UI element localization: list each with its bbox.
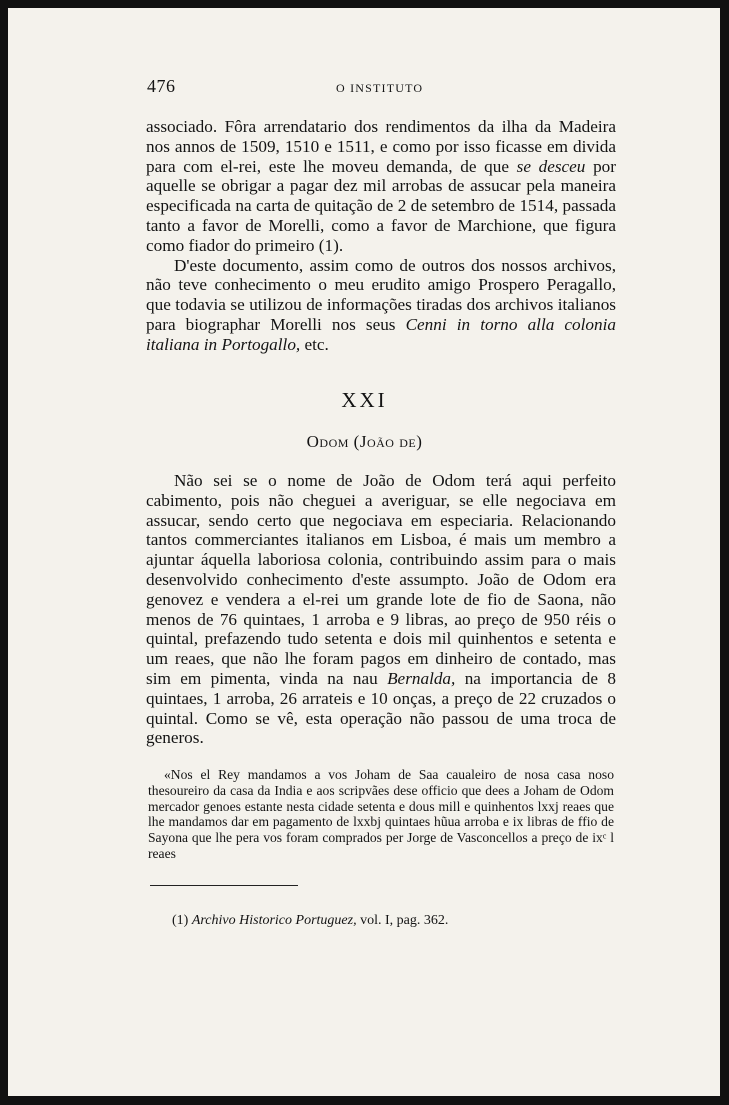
section-body (146, 471, 616, 748)
section-title: Odom (João de) (306, 432, 423, 451)
scan-border-top (0, 0, 729, 8)
paragraph-peragallo: D'este documento, assim como de outros dos nossos archivos, não teve conhecimento o meu erudito amigo Prospero Peragallo, que todavia se utilizou de informações tiradas dos archivos italianos para biographar Morelli nos seus Cenni in torno alla colonia italiana in Portogallo, etc. (146, 255, 616, 354)
lead-text (146, 117, 616, 355)
paragraph-odom: Não sei se o nome de João de Odom terá aqui perfeito cabimento, pois não cheguei a averiguar, se elle negociava em assucar, sendo certo que negociava em especiaria. Relacionando tantos commerciantes italianos em Lisboa, é mais um membro a ajuntar áquella laboriosa colonia, contribuindo assim para o mais desenvolvido conhecimento d'este assumpto. João de Odom era genovez e vendera a el-rei um grande lote de fio de Saona, não menos de 76 quintaes, 1 arroba e 9 libras, ao preço de 950 réis o quintal, prefazendo tudo setenta e dois mil quinhentos e setenta e um reaes, que não lhe foram pagos em dinheiro de contado, mas sim em pimenta, vinda na nau Bernalda, na importancia de 8 quintaes, 1 arroba, 26 arrateis e 10 onças, a preço de 22 cruzados o quintal. Como se vê, esta operação não passou de uma troca de generos. (146, 471, 617, 748)
scan-border-bottom (0, 1096, 729, 1105)
document-quotation (148, 767, 614, 862)
chapter-number: XXI (341, 388, 388, 412)
footnote-divider (150, 885, 298, 886)
paragraph-continuation: associado. Fôra arrendatario dos rendimentos da ilha da Madeira nos annos de 1509, 1510 e 1511, e como por isso ficasse em divida para com el-rei, este lhe moveu demanda, de que se desceu por aquelle se obrigar a pagar dez mil arrobas de assucar pela maneira especificada na carta de quitação de 2 de setembro de 1514, passada tanto a favor de Morelli, como a favor de Marchione, que figura como fiador do primeiro (1). (146, 117, 616, 255)
running-title: O INSTITUTO (336, 81, 424, 95)
scan-border-right (720, 0, 729, 1105)
footnote: (1) Archivo Historico Portuguez, vol. I, pag. 362. (172, 913, 449, 928)
scan-border-left (0, 0, 8, 1105)
quotation-text: «Nos el Rey mandamos a vos Joham de Saa caualeiro de nosa casa noso thesoureiro da casa da India e aos scripvães dese officio que dees a Joham de Odom mercador genoes estante nesta cidade setenta e dous mill e quinhentos lxxj reaes que lhe mandamos dar em pagamento de lxxbj quintaes hũua arroba e ix libras de ffio de Sayona que lhe pera vos foram comprados per Jorge de Vasconcellos a preço de ixᶜ l reaes (148, 767, 614, 861)
page-number: 476 (147, 76, 176, 96)
